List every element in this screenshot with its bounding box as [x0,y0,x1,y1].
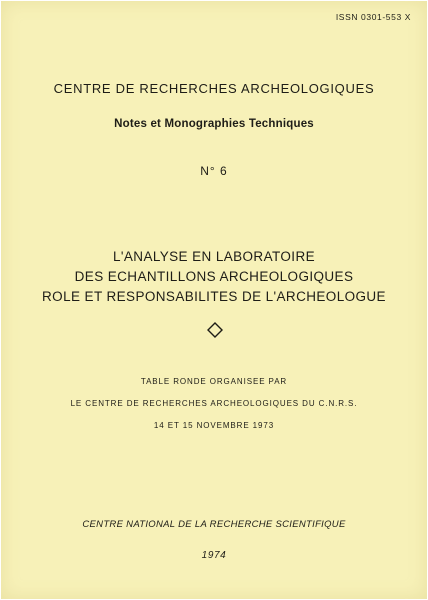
subtitle-line-3: 14 ET 15 NOVEMBRE 1973 [153,421,275,430]
publisher-name: CENTRE NATIONAL DE LA RECHERCHE SCIENTIFIQUE [82,519,346,530]
book-cover [1,1,427,599]
subtitle-line-2: LE CENTRE DE RECHERCHES ARCHEOLOGIQUES DU C.N.R.S. [70,399,358,408]
diamond-outline-icon [207,322,223,338]
main-title-line-3: ROLE ET RESPONSABILITES DE L'ARCHEOLOGUE [42,289,386,304]
main-title-line-2: DES ECHANTILLONS ARCHEOLOGIQUES [74,269,354,284]
publication-year: 1974 [201,550,227,561]
issn-label: ISSN 0301-553 X [335,12,411,22]
subtitle-line-1: TABLE RONDE ORGANISEE PAR [140,377,288,386]
main-title-line-1: L'ANALYSE EN LABORATOIRE [113,249,315,264]
series-title: Notes et Monographies Techniques [114,118,314,130]
volume-number: N° 6 [200,164,228,178]
institution-heading: CENTRE DE RECHERCHES ARCHEOLOGIQUES [53,81,375,96]
